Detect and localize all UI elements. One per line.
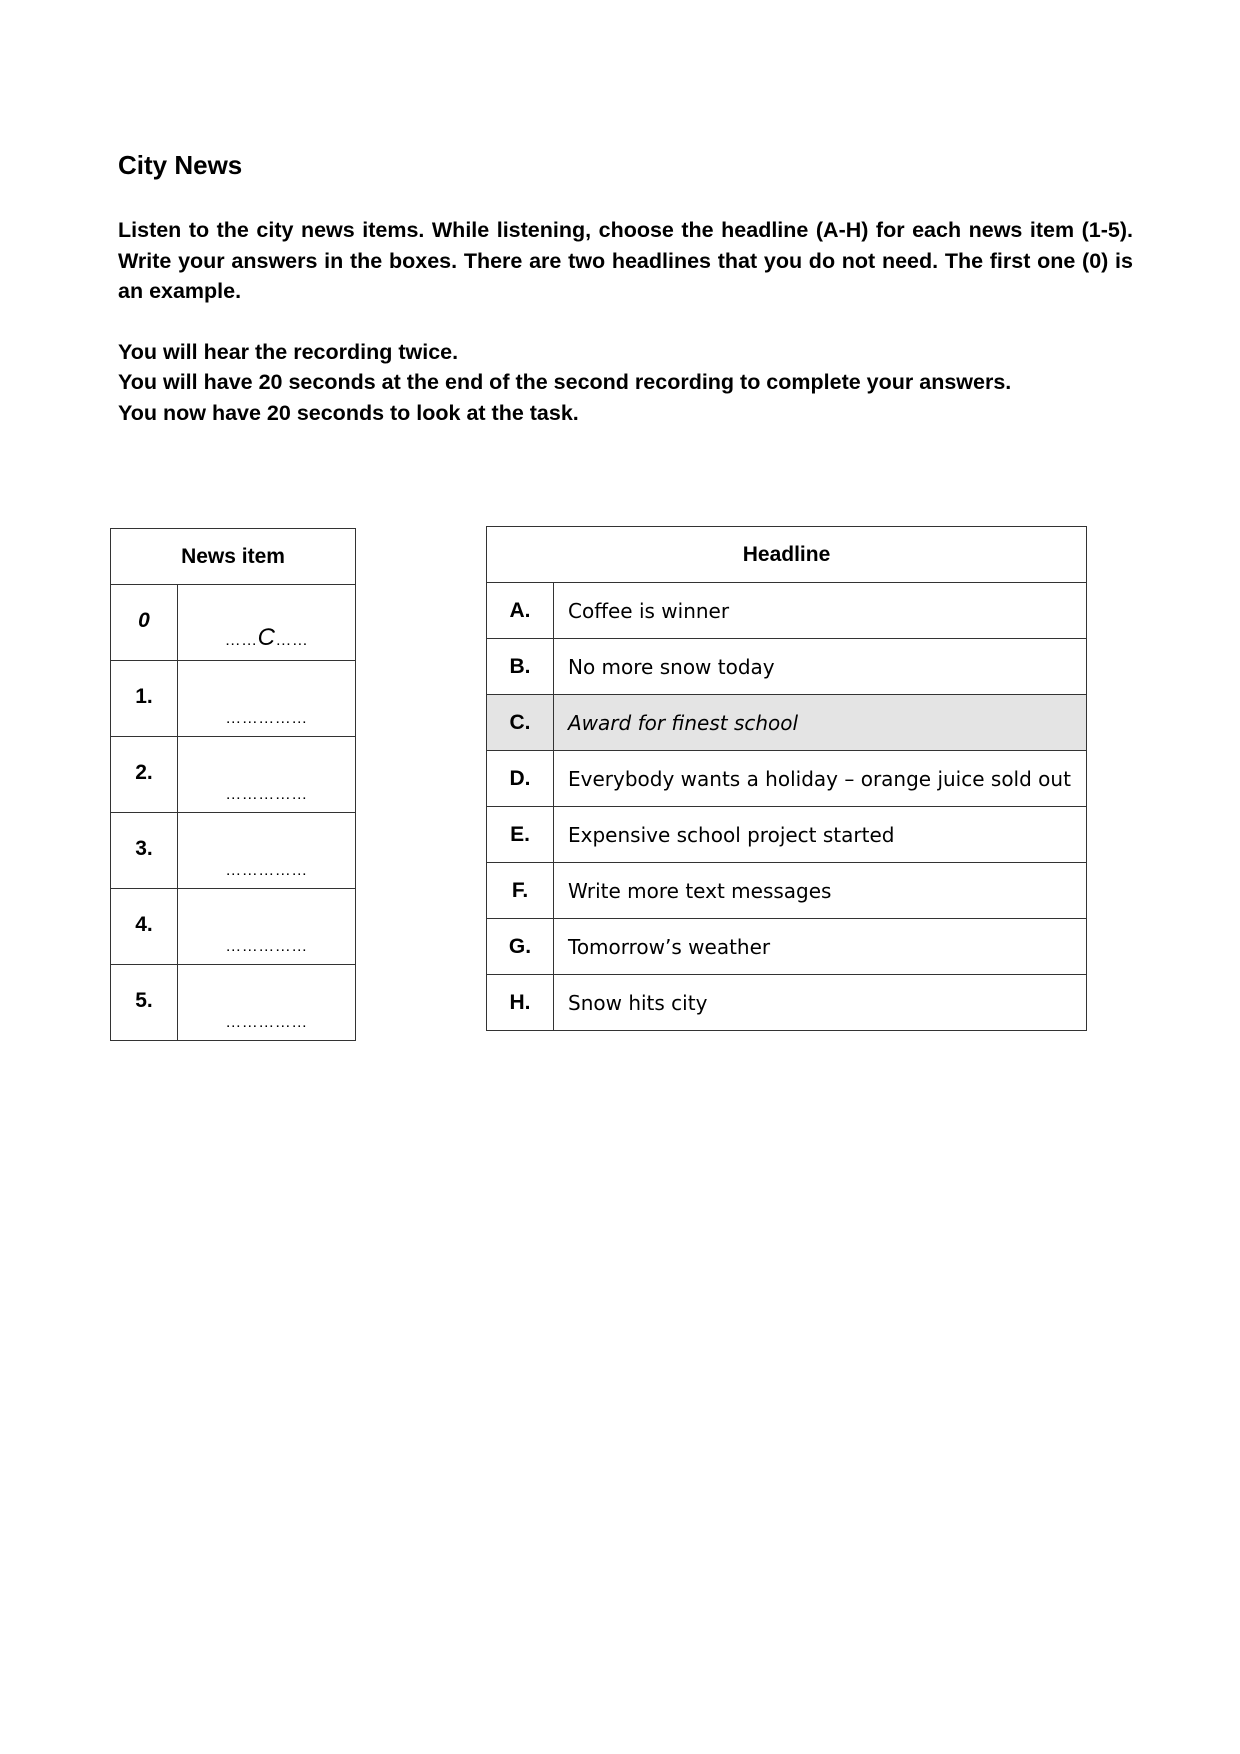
headline-row (487, 975, 1087, 1031)
headline-text: Everybody wants a holiday – orange juice sold out (554, 751, 1087, 807)
headline-text: Coffee is winner (554, 583, 1087, 639)
news-row-number: 4. (111, 889, 178, 965)
news-row (111, 813, 356, 889)
answer-box-5[interactable]: …………… (178, 965, 356, 1041)
instructions-line: You will hear the recording twice. (118, 339, 459, 364)
spacer (118, 307, 1133, 337)
headline-text: Snow hits city (554, 975, 1087, 1031)
news-row (111, 737, 356, 813)
headline-letter: H. (487, 975, 554, 1031)
news-item-table (110, 528, 356, 1041)
news-table-header-row (111, 529, 356, 585)
page-title: City News (118, 150, 243, 180)
headline-text: No more snow today (554, 639, 1087, 695)
instructions-line: You now have 20 seconds to look at the task. (118, 400, 579, 425)
news-row-number: 0 (111, 585, 178, 661)
headline-row-example (487, 695, 1087, 751)
news-row (111, 661, 356, 737)
headline-row (487, 639, 1087, 695)
headline-text: Expensive school project started (554, 807, 1087, 863)
headline-table-header-row (487, 527, 1087, 583)
answer-dots: …… (224, 632, 258, 649)
news-table-header: News item (111, 529, 356, 585)
news-row-number: 5. (111, 965, 178, 1041)
headline-row (487, 583, 1087, 639)
news-row (111, 889, 356, 965)
news-row-example (111, 585, 356, 661)
instructions (118, 215, 1133, 428)
news-row-number: 3. (111, 813, 178, 889)
news-row-number: 2. (111, 737, 178, 813)
headline-letter: F. (487, 863, 554, 919)
headline-letter: A. (487, 583, 554, 639)
headline-text: Award for finest school (554, 695, 1087, 751)
headline-row (487, 751, 1087, 807)
answer-dots: …… (275, 632, 309, 649)
news-row-number: 1. (111, 661, 178, 737)
headline-row (487, 863, 1087, 919)
answer-box-1[interactable]: …………… (178, 661, 356, 737)
answer-box-2[interactable]: …………… (178, 737, 356, 813)
news-row (111, 965, 356, 1041)
instructions-line: You will have 20 seconds at the end of the second recording to complete your answers. (118, 370, 1012, 394)
example-answer: C (257, 624, 276, 651)
headline-letter: G. (487, 919, 554, 975)
headline-letter: B. (487, 639, 554, 695)
headline-letter: E. (487, 807, 554, 863)
headline-row (487, 919, 1087, 975)
headline-row (487, 807, 1087, 863)
headline-table (486, 526, 1087, 1031)
instructions-paragraph: Listen to the city news items. While listening, choose the headline (A-H) for each news item (1-5). Write your answers in the boxes. There are two headlines that you do not need. The first one (0) is an example. (118, 218, 1133, 303)
answer-box-4[interactable]: …………… (178, 889, 356, 965)
answer-box-3[interactable]: …………… (178, 813, 356, 889)
headline-text: Tomorrow’s weather (554, 919, 1087, 975)
headline-text: Write more text messages (554, 863, 1087, 919)
headline-letter: D. (487, 751, 554, 807)
answer-box-example (178, 585, 356, 661)
headline-letter: C. (487, 695, 554, 751)
headline-table-header: Headline (487, 527, 1087, 583)
